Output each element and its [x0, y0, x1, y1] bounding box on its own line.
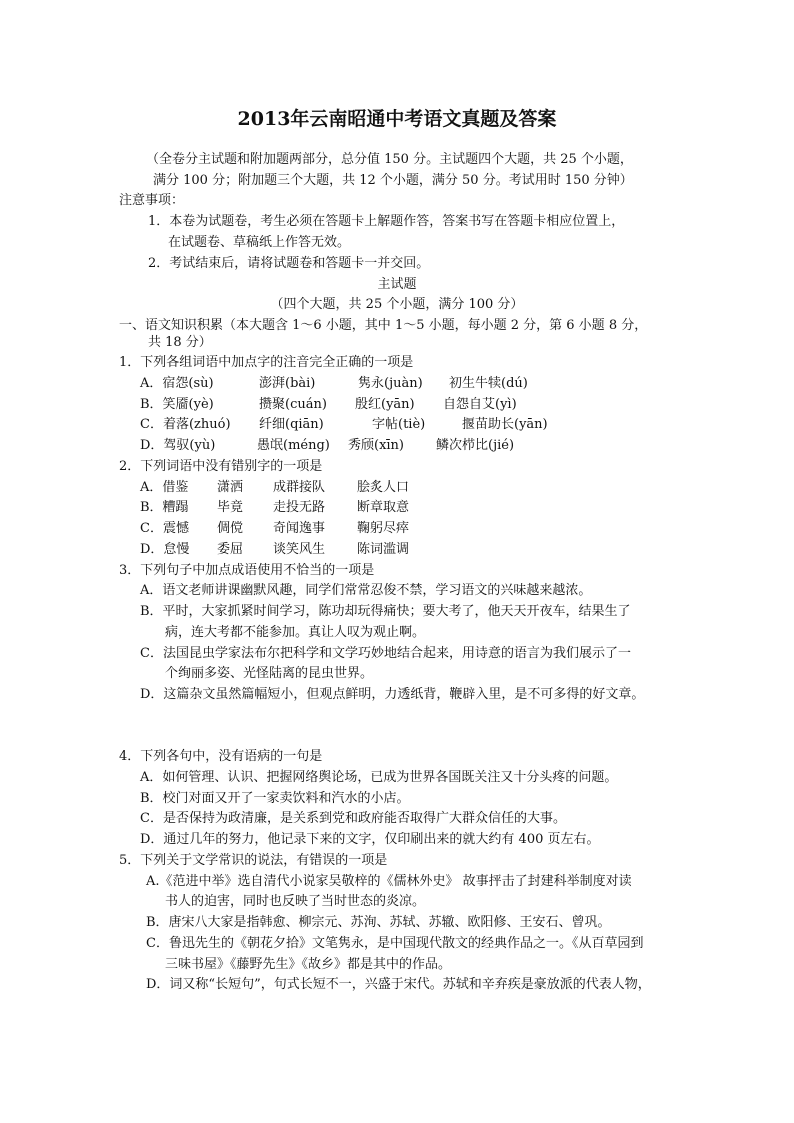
q2-b-word-1: B．糟蹋: [140, 500, 189, 515]
q1-d-word-1: D．驾驭(yù): [140, 438, 216, 453]
q1-a-word-1: A．宿怨(sù): [140, 376, 214, 391]
q2-option-a: [140, 478, 440, 498]
q2-stem: 2．下列词语中没有错别字的一项是: [119, 459, 323, 474]
q5-option-a-cont: 书人的迫害，同时也反映了当时世态的炎凉。: [165, 894, 426, 909]
q2-b-word-4: 断章取意: [357, 500, 410, 515]
q5-option-d: D．词又称“长短句”，句式长短不一，兴盛于宋代。苏轼和辛弃疾是豪放派的代表人物，: [146, 977, 651, 992]
q1-option-a: [140, 374, 560, 394]
q2-option-c: [140, 519, 440, 539]
intro-line-1: （全卷分主试题和附加题两部分，总分值 150 分。主试题四个大题，共 25 个小题，: [146, 152, 633, 167]
q2-a-word-3: 成群接队: [273, 480, 326, 495]
q2-b-word-3: 走投无路: [273, 500, 326, 515]
q5-option-c-cont: 三味书屋》《藤野先生》《故乡》都是其中的作品。: [165, 957, 452, 972]
q1-a-word-4: 初生牛犊(dú): [449, 376, 528, 391]
q1-option-c: [140, 415, 560, 435]
q1-b-word-4: 自怨自艾(yì): [443, 397, 517, 412]
q1-c-word-3: 字帖(tiè): [372, 417, 426, 432]
q2-option-d: [140, 540, 440, 560]
q2-a-word-1: A．借鉴: [140, 480, 189, 495]
q1-option-d: [140, 436, 560, 456]
q1-b-word-1: B．笑靥(yè): [140, 397, 214, 412]
q3-option-a: A．语文老师讲课幽默风趣，同学们常常忍俊不禁，学习语文的兴味越来越浓。: [140, 583, 592, 598]
q4-option-b: B．校门对面又开了一家卖饮料和汽水的小店。: [140, 791, 410, 806]
main-heading: 主试题: [377, 277, 417, 292]
document-title: 2013年云南昭通中考语文真题及答案: [237, 108, 557, 130]
q2-c-word-2: 倜傥: [217, 521, 244, 536]
q4-option-c: C．是否保持为政清廉，是关系到党和政府能否取得广大群众信任的大事。: [140, 811, 566, 826]
q1-b-word-2: 攒聚(cuán): [259, 397, 327, 412]
q1-d-word-3: 秀颀(xīn): [348, 438, 405, 453]
q2-option-b: [140, 498, 440, 518]
notice-item-1-cont: 在试题卷、草稿纸上作答无效。: [168, 235, 351, 250]
q5-option-a: A.《范进中举》选自清代小说家吴敬梓的《儒林外史》 故事抨击了封建科举制度对读: [146, 874, 632, 889]
q2-b-word-2: 毕竟: [217, 500, 244, 515]
q3-option-b: B．平时，大家抓紧时间学习，陈功却玩得痛快；要大考了，他天天开夜车，结果生了: [140, 604, 631, 619]
q5-option-b: B．唐宋八大家是指韩愈、柳宗元、苏洵、苏轼、苏辙、欧阳修、王安石、曾巩。: [146, 915, 611, 930]
q2-d-word-2: 委屈: [217, 542, 244, 557]
notice-heading: 注意事项：: [119, 193, 185, 208]
q1-b-word-3: 殷红(yān): [355, 397, 415, 412]
q1-c-word-1: C．着落(zhuó): [140, 417, 231, 432]
q5-option-c: C．鲁迅先生的《朝花夕拾》文笔隽永，是中国现代散文的经典作品之一。《从百草园到: [146, 936, 644, 951]
q2-c-word-1: C．震憾: [140, 521, 189, 536]
q1-a-word-3: 隽永(juàn): [358, 376, 423, 391]
main-subheading: （四个大题，共 25 个小题，满分 100 分）: [270, 297, 524, 312]
q2-d-word-1: D．怠慢: [140, 542, 190, 557]
section-1-heading-cont: 共 18 分）: [148, 335, 212, 350]
q1-a-word-2: 澎湃(bài): [259, 376, 316, 391]
q2-d-word-3: 谈笑风生: [273, 542, 326, 557]
q1-c-word-2: 纤细(qiān): [259, 417, 324, 432]
q3-option-c-cont: 个绚丽多姿、光怪陆离的昆虫世界。: [165, 666, 374, 681]
q1-d-word-2: 愚氓(méng): [257, 438, 330, 453]
q2-a-word-4: 脍炙人口: [357, 480, 410, 495]
q2-c-word-3: 奇闻逸事: [273, 521, 326, 536]
q1-c-word-4: 揠苗助长(yān): [462, 417, 548, 432]
q4-stem: 4．下列各句中，没有语病的一句是: [119, 749, 323, 764]
q2-c-word-4: 鞠躬尽瘁: [357, 521, 410, 536]
q1-option-b: [140, 395, 560, 415]
q2-a-word-2: 潇洒: [217, 480, 244, 495]
q1-stem: 1．下列各组词语中加点字的注音完全正确的一项是: [119, 355, 414, 370]
section-1-heading: 一、语文知识积累（本大题含 1～6 小题，其中 1～5 小题，每小题 2 分，第 6 小题 8 分，: [119, 318, 648, 333]
q4-option-d: D．通过几年的努力，他记录下来的文字，仅印刷出来的就大约有 400 页左右。: [140, 832, 600, 847]
notice-item-1: 1．本卷为试题卷，考生必须在答题卡上解题作答，答案书写在答题卡相应位置上，: [148, 214, 625, 229]
notice-item-2: 2．考试结束后，请将试题卷和答题卡一并交回。: [148, 256, 430, 271]
q4-option-a: A．如何管理、认识、把握网络舆论场，已成为世界各国既关注又十分头疼的问题。: [140, 770, 618, 785]
q3-option-c: C．法国昆虫学家法布尔把科学和文学巧妙地结合起来，用诗意的语言为我们展示了一: [140, 646, 631, 661]
q3-option-b-cont: 病，连大考都不能参加。真让人叹为观止啊。: [165, 625, 426, 640]
intro-line-2: 满分 100 分；附加题三个大题，共 12 个小题，满分 50 分。考试用时 150 分钟）: [153, 173, 633, 188]
q2-d-word-4: 陈词滥调: [357, 542, 410, 557]
q3-stem: 3．下列句子中加点成语使用不恰当的一项是: [119, 563, 375, 578]
q5-stem: 5．下列关于文学常识的说法，有错误的一项是: [119, 853, 388, 868]
q1-d-word-4: 鳞次栉比(jié): [436, 438, 515, 453]
q3-option-d: D．这篇杂文虽然篇幅短小，但观点鲜明，力透纸背，鞭辟入里，是不可多得的好文章。: [140, 687, 645, 702]
